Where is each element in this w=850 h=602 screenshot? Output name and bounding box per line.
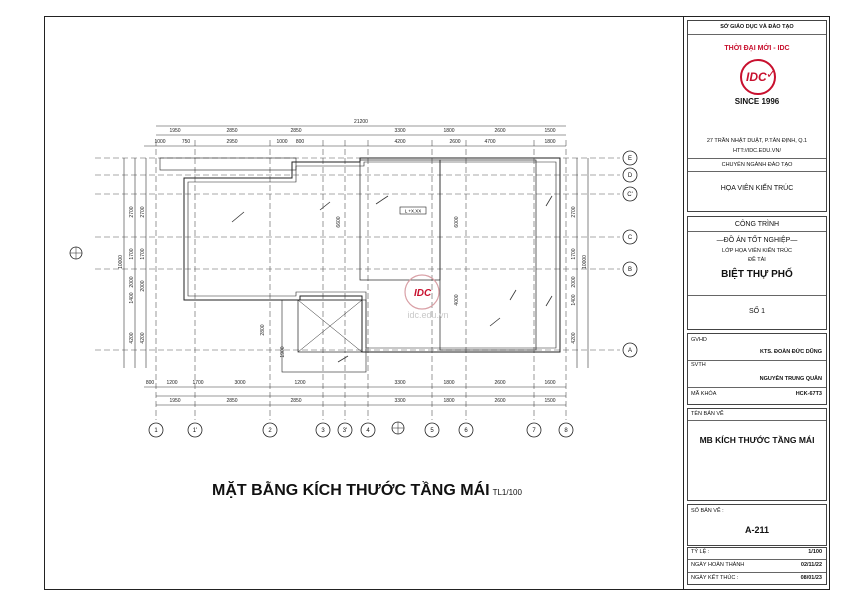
svth-value: NGUYỄN TRUNG QUÂN [759, 376, 822, 382]
divider [688, 420, 826, 421]
slope-arrow [546, 196, 552, 206]
upper-roof-block [360, 160, 440, 280]
svg-text:6: 6 [464, 428, 468, 434]
drawing-title [212, 482, 522, 500]
title-block-drawing-number [687, 504, 827, 546]
grid-bubble-E [623, 151, 637, 165]
dim-top-inner-7: 2600 [449, 139, 461, 145]
dim-right-total: 10000 [582, 255, 588, 269]
grid-bubble-1p [188, 423, 202, 437]
grid-lines [95, 140, 620, 420]
dim-left-outer-1: 2700 [129, 206, 135, 218]
dim-right-outer-3: 2000 [571, 276, 577, 288]
dim-bottom-inner-4: 3000 [234, 380, 246, 386]
since-label: SINCE 1996 [734, 97, 780, 106]
dim-top-total: 21200 [354, 119, 368, 125]
grid-bubble-7 [527, 423, 541, 437]
roof-outer-boundary [184, 158, 560, 352]
dim-bottom-inner-7: 1800 [443, 380, 455, 386]
drawing-name-value: MB KÍCH THƯỚC TẦNG MÁI [699, 435, 815, 445]
slope-arrow [546, 296, 552, 306]
code-value: HCK-67T3 [795, 391, 822, 397]
dim-bottom-inner-1: 800 [145, 380, 155, 386]
drawing-no-value: A-211 [744, 525, 770, 535]
divider [688, 231, 826, 232]
dim-bottom-outer-7: 1500 [544, 398, 556, 404]
dim-bottom-inner-3: 1700 [192, 380, 204, 386]
website: HTT://IDC.EDU.VN/ [733, 148, 781, 154]
grid-bubble-4 [361, 423, 375, 437]
divider [688, 360, 826, 361]
svg-text:8: 8 [564, 428, 568, 434]
svth-label: SVTH [691, 362, 706, 368]
divider [688, 295, 826, 296]
date-done-value: 02/11/22 [800, 562, 822, 568]
dim-left-inner-1: 2700 [140, 206, 146, 218]
svg-text:D: D [627, 173, 633, 179]
dim-right-outer-5: 4200 [571, 332, 577, 344]
grid-bubble-Cp [623, 187, 637, 201]
grid-bubble-3 [316, 423, 330, 437]
dim-interior-4: 4000 [454, 294, 460, 306]
slope-arrow [232, 212, 244, 222]
date-end-value: 08/01/23 [800, 575, 822, 581]
divider [688, 387, 826, 388]
project-value: —ĐỒ ÁN TỐT NGHIỆP— [716, 237, 798, 244]
svg-text:5: 5 [430, 428, 434, 434]
drawing-no-label: SỐ BẢN VẼ : [691, 508, 724, 514]
dim-left-outer-4: 1400 [129, 292, 135, 304]
slope-arrow [338, 356, 348, 362]
divider [688, 559, 826, 560]
specialty-label: CHUYÊN NGÀNH ĐÀO TẠO [721, 162, 793, 168]
svg-text:B: B [627, 267, 633, 273]
gvhd-value: KTS. ĐOÀN ĐỨC DŨNG [759, 349, 822, 355]
dim-interior-5: 1900 [280, 346, 286, 358]
company-name: THỜI ĐẠI MỚI - IDC [724, 45, 790, 52]
drawing-title-text: MẶT BẰNG KÍCH THƯỚC TẦNG MÁI [212, 482, 490, 499]
dim-left-total: 10000 [118, 255, 124, 269]
dim-bottom-outer-4: 3300 [394, 398, 406, 404]
grid-bubble-B [623, 262, 637, 276]
topic-label: ĐỀ TÀI [748, 257, 766, 263]
dim-bottom-outer-6: 2600 [494, 398, 506, 404]
grid-bubble-8 [559, 423, 573, 437]
svg-text:C': C' [627, 192, 633, 198]
grid-bubble-1 [149, 423, 163, 437]
project-number: SỐ 1 [749, 308, 765, 315]
divider [688, 171, 826, 172]
address: 27 TRẦN NHẬT DUẬT, P.TÂN ĐỊNH, Q.1 [706, 138, 808, 144]
svg-text:E: E [627, 156, 633, 162]
dim-top-inner-8: 4700 [484, 139, 496, 145]
project-label: CÔNG TRÌNH [734, 221, 780, 228]
gvhd-label: GVHD [691, 337, 707, 343]
dim-top-inner-4: 1000 [276, 139, 288, 145]
lower-terrace [282, 300, 366, 372]
dim-bottom-outer-1: 1950 [169, 398, 181, 404]
dim-top-outer-4: 3300 [394, 128, 406, 134]
dim-top-inner-9: 1800 [544, 139, 556, 145]
dim-left-inner-2: 1700 [140, 248, 146, 260]
roof-inner-boundary [188, 162, 556, 348]
level-tag: L +X.XX [404, 208, 422, 214]
title-block-dates [687, 547, 827, 585]
dim-left-outer-3: 2000 [129, 276, 135, 288]
dim-bottom-outer-2: 2850 [226, 398, 238, 404]
dim-left-outer-2: 1700 [129, 248, 135, 260]
grid-bubble-A [623, 343, 637, 357]
slope-arrow [510, 290, 516, 300]
idc-logo [740, 59, 776, 95]
svg-text:A: A [627, 348, 633, 354]
dim-bottom-inner-5: 1200 [294, 380, 306, 386]
divider [688, 572, 826, 573]
svg-text:7: 7 [532, 428, 536, 434]
dim-top-outer-5: 1800 [443, 128, 455, 134]
dim-top-outer-6: 2600 [494, 128, 506, 134]
code-label: MÃ KHÓA [691, 391, 717, 397]
dim-left-inner-3: 2000 [140, 280, 146, 292]
dimension-chains [124, 126, 588, 405]
dim-top-outer-3: 2850 [290, 128, 302, 134]
dim-bottom-inner-9: 1600 [544, 380, 556, 386]
section-marker-left [70, 247, 82, 259]
parapet-strip [160, 158, 296, 170]
specialty-value: HỌA VIÊN KIẾN TRÚC [720, 185, 794, 192]
slope-arrow [376, 196, 388, 204]
svg-text:IDC: IDC [414, 288, 432, 299]
slope-arrow [490, 318, 500, 326]
date-end-label: NGÀY KẾT THÚC : [691, 575, 739, 581]
drawing-scale-note: TL1/100 [492, 488, 522, 497]
idc-logo-text: IDC [746, 70, 767, 84]
dim-top-inner-5: 800 [295, 139, 305, 145]
drawing-name-label: TÊN BẢN VẼ [691, 411, 724, 417]
title-block-people [687, 333, 827, 405]
dim-top-inner-2: 750 [181, 139, 191, 145]
svg-text:C: C [627, 235, 633, 241]
dim-top-outer-1: 1950 [169, 128, 181, 134]
department-label: SỞ GIÁO DỤC VÀ ĐÀO TẠO [720, 24, 794, 30]
dim-right-outer-4: 1400 [571, 294, 577, 306]
svg-text:3: 3 [321, 428, 325, 434]
dim-bottom-inner-6: 3300 [394, 380, 406, 386]
dim-interior-1: 6600 [336, 216, 342, 228]
topic-value: BIỆT THỰ PHỐ [721, 269, 793, 280]
watermark-text: idc.edu.vn [407, 310, 449, 320]
dim-top-outer-7: 1500 [544, 128, 556, 134]
slope-arrow [320, 202, 330, 210]
title-block-header [687, 20, 827, 212]
divider [688, 158, 826, 159]
title-block-drawing-name [687, 408, 827, 501]
divider [688, 34, 826, 35]
svg-text:3': 3' [342, 428, 348, 434]
section-marker-bottom [392, 422, 404, 434]
grid-bubble-3p [338, 423, 352, 437]
project-text: ĐỒ ÁN TỐT NGHIỆP [723, 237, 791, 244]
dim-right-outer-2: 1700 [571, 248, 577, 260]
slope-arrows [232, 196, 552, 362]
scale-label: TỶ LỆ : [691, 549, 710, 555]
grid-bubble-D [623, 168, 637, 182]
roof-outline [160, 158, 560, 372]
grid-bubble-2 [263, 423, 277, 437]
scale-value: 1/100 [808, 549, 822, 555]
svg-text:1': 1' [192, 428, 198, 434]
check-icon: ✓ [766, 67, 777, 81]
grid-bubble-5 [425, 423, 439, 437]
title-block-project [687, 216, 827, 330]
dim-bottom-inner-8: 2600 [494, 380, 506, 386]
dim-bottom-outer-5: 1800 [443, 398, 455, 404]
class-name: LỚP HỌA VIÊN KIẾN TRÚC [722, 248, 792, 254]
grid-bubble-6 [459, 423, 473, 437]
dim-left-outer-5: 4200 [129, 332, 135, 344]
svg-text:4: 4 [366, 428, 370, 434]
right-roof-block [440, 160, 536, 350]
dim-interior-2: 6000 [454, 216, 460, 228]
dim-top-inner-6: 4200 [394, 139, 406, 145]
dim-top-inner-3: 2950 [226, 139, 238, 145]
dim-interior-3: 2800 [260, 324, 266, 336]
date-done-label: NGÀY HOÀN THÀNH [691, 562, 745, 568]
dim-bottom-inner-2: 1200 [166, 380, 178, 386]
grid-bubble-C [623, 230, 637, 244]
dim-top-inner-1: 1000 [154, 139, 166, 145]
dim-right-outer-1: 2700 [571, 206, 577, 218]
dim-left-inner-4: 4200 [140, 332, 146, 344]
dim-bottom-outer-3: 2850 [290, 398, 302, 404]
dim-top-outer-2: 2850 [226, 128, 238, 134]
svg-text:1: 1 [154, 428, 158, 434]
svg-text:2: 2 [268, 428, 272, 434]
